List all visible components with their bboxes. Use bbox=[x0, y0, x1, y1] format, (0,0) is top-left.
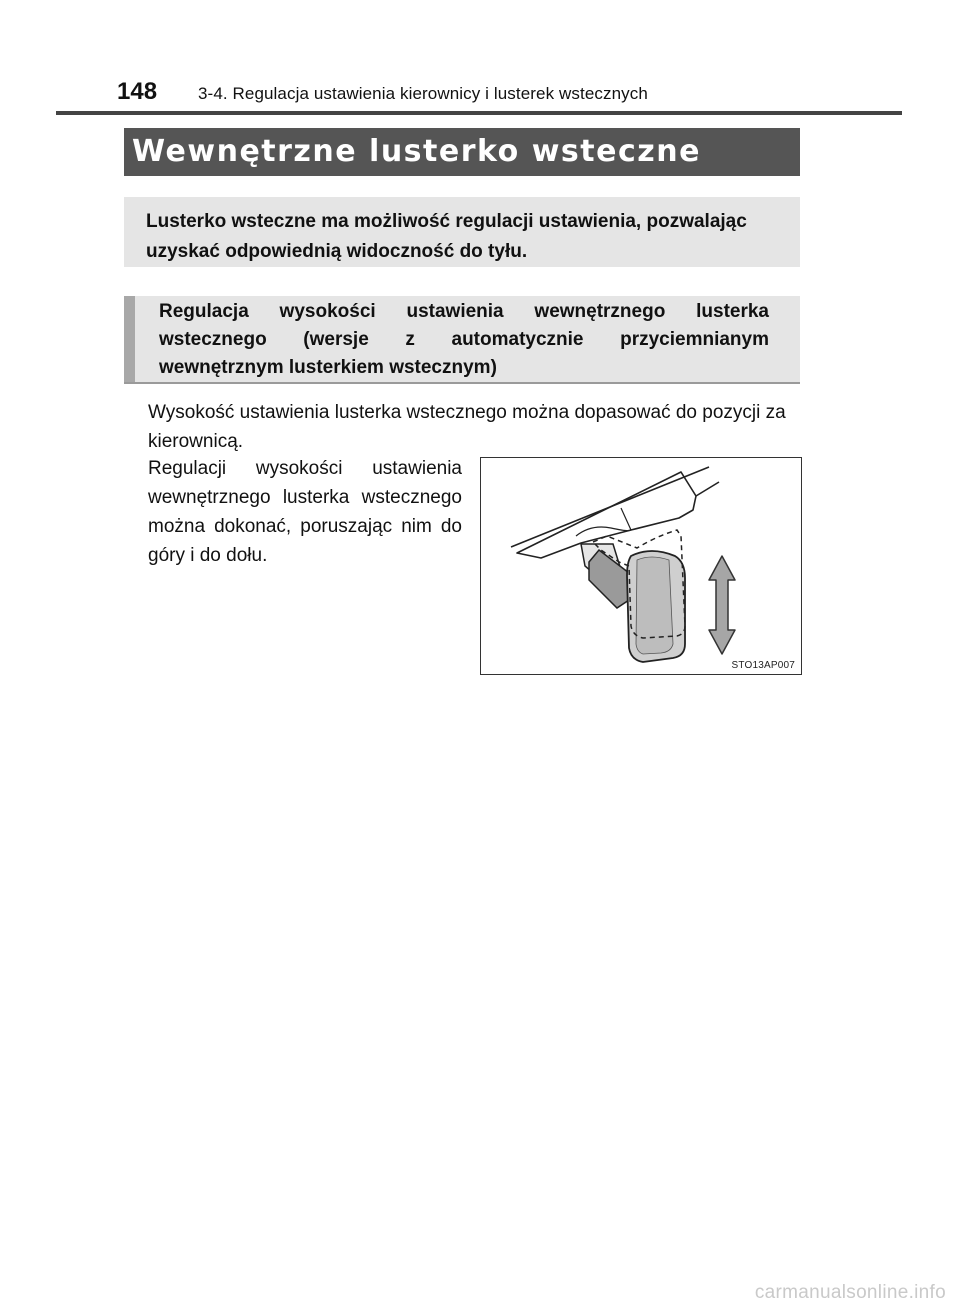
footer-watermark: carmanualsonline.info bbox=[754, 1282, 946, 1303]
side-paragraph: Regulacji wysokości ustawienia wewnętrznego lusterka wstecznego można dokonać, poruszając nim do góry i do dołu. bbox=[148, 458, 462, 566]
mirror-figure bbox=[480, 457, 802, 675]
page-header bbox=[0, 0, 960, 120]
header-divider bbox=[56, 111, 902, 115]
body-paragraph: Wysokość ustawienia lusterka wstecznego można dopasować do pozycji za kierownicą. bbox=[148, 402, 786, 452]
chapter-title: 3-4. Regulacja ustawienia kierownicy i lusterek wstecznych bbox=[198, 84, 648, 103]
double-arrow-vertical-icon bbox=[709, 556, 735, 654]
section-title: Wewnętrzne lusterko wsteczne bbox=[132, 134, 701, 169]
subsection-accent-bar bbox=[124, 296, 135, 382]
rear-view-mirror-illustration bbox=[481, 458, 801, 674]
section-title-bar bbox=[124, 128, 800, 176]
figure-code: STO13AP007 bbox=[731, 660, 795, 671]
intro-text: Lusterko wsteczne ma możliwość regulacji ustawienia, pozwalając uzyskać odpowiednią widoczność do tyłu. bbox=[146, 211, 747, 262]
page-number: 148 bbox=[117, 78, 158, 105]
intro-box bbox=[124, 197, 800, 267]
subsection-title: Regulacja wysokości ustawienia wewnętrznego lusterka wstecznego (wersje z automatycznie przyciemnianym wewnętrznym lusterkiem wstecznym) bbox=[159, 301, 769, 378]
subsection-heading-box bbox=[124, 296, 800, 384]
